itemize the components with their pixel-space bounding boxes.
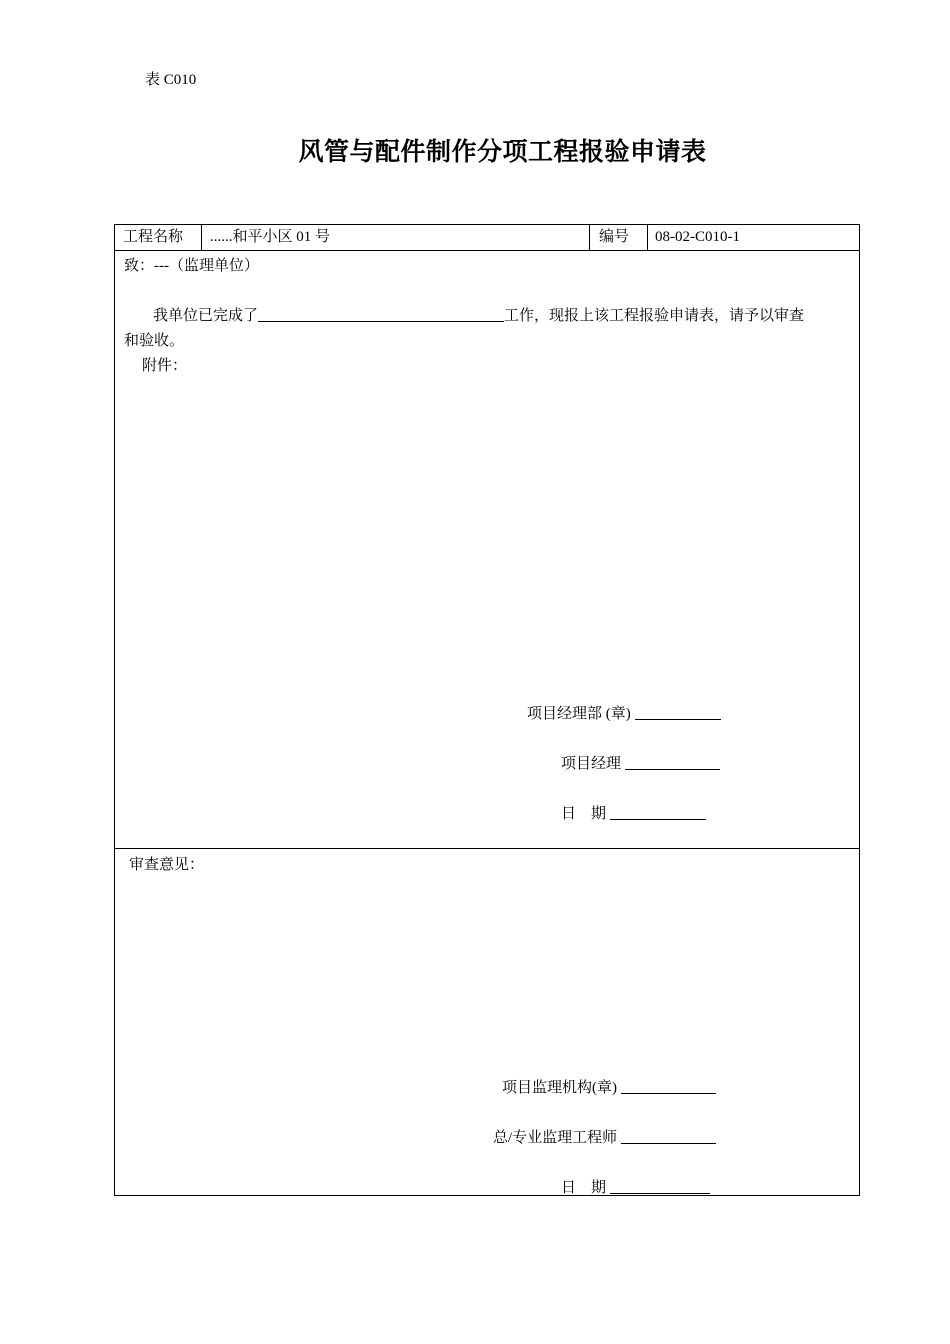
- application-date-label: 日 期: [561, 806, 607, 822]
- project-manager-label: 项目经理: [561, 756, 622, 772]
- header-row: [115, 225, 859, 251]
- completion-text-after: 工作，现报上该工程报验申请表，请予以审查: [504, 308, 805, 324]
- review-date-blank[interactable]: [610, 1179, 710, 1194]
- application-date-blank[interactable]: [610, 805, 706, 820]
- addressee-line: 致：---（监理单位）: [124, 258, 259, 274]
- review-date-line: [561, 1176, 710, 1197]
- review-date-label: 日 期: [561, 1180, 607, 1196]
- application-date-line: [561, 802, 706, 823]
- completion-statement-line2: 和验收。: [124, 333, 185, 349]
- completion-statement: [153, 304, 804, 325]
- department-seal-blank[interactable]: [635, 705, 721, 720]
- supervising-engineer-line: [493, 1126, 716, 1147]
- number-field[interactable]: 08-02-C010-1: [655, 229, 740, 245]
- section-divider: [115, 848, 859, 849]
- form-title: 风管与配件制作分项工程报验申请表: [298, 137, 707, 166]
- form-code: 表 C010: [145, 72, 197, 88]
- completion-text-before: 我单位已完成了: [153, 308, 259, 324]
- review-opinion-label: 审查意见：: [129, 857, 205, 873]
- attachments-label: 附件：: [142, 358, 188, 374]
- project-manager-line: [561, 752, 720, 773]
- project-manager-blank[interactable]: [625, 755, 720, 770]
- department-seal-label: 项目经理部 (章): [527, 706, 631, 722]
- supervising-engineer-label: 总/专业监理工程师: [493, 1130, 618, 1146]
- supervision-seal-label: 项目监理机构(章): [502, 1080, 617, 1096]
- project-name-field[interactable]: ......和平小区 01 号: [202, 225, 590, 250]
- application-form: [114, 224, 860, 1196]
- department-seal-line: [527, 702, 721, 723]
- supervising-engineer-blank[interactable]: [621, 1129, 716, 1144]
- supervision-seal-blank[interactable]: [621, 1079, 716, 1094]
- number-label: 编号: [590, 225, 648, 250]
- supervision-seal-line: [502, 1076, 716, 1097]
- project-name-label: 工程名称: [115, 225, 202, 250]
- completed-work-blank[interactable]: [258, 307, 504, 322]
